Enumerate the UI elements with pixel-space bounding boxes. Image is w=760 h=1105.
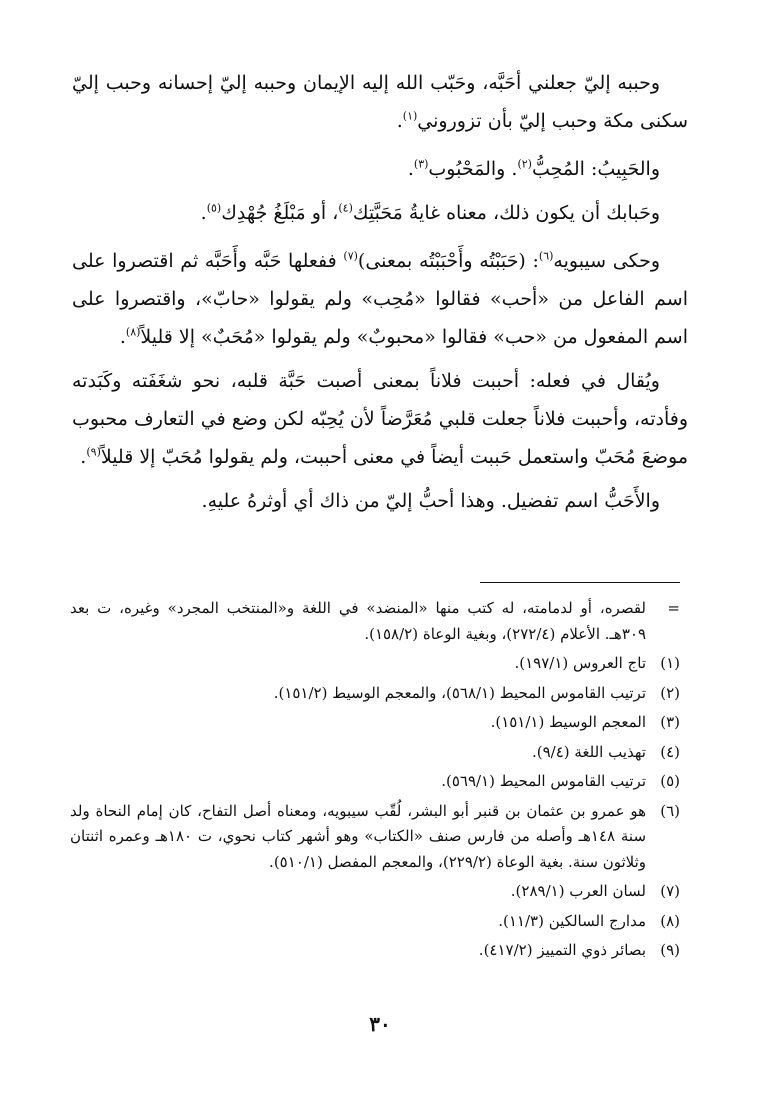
paragraph [72,150,688,188]
footnote-ref: (٦) [538,249,554,263]
text-segment: . [80,446,87,468]
text-segment: والأَحَبُّ اسم تفضيل. وهذا أحبُّ إليّ من ذاك أي أوثرهُ عليهِ. [201,490,660,512]
footnote-number: = [667,599,680,617]
footnote-ref: (١) [402,109,418,123]
paragraph [72,64,688,140]
footnote-text: تهذيب اللغة (٩/٤). [531,742,646,761]
text-segment: ، أو مَبْلَغُ جُهْدِك [221,202,339,224]
footnote-text: ترتيب القاموس المحيط (٥٦٩/١). [441,772,646,790]
footnote-text: بصائر ذوي التمييز (٤١٧/٢). [478,941,646,959]
footnote-text: تاج العروس (١٩٧/١). [514,654,646,672]
footnote-ref: (٧) [343,249,358,263]
page-number: ٣٠ [369,1012,391,1036]
footnote-text: هو عمرو بن عثمان بن قنبر أبو البشر، لُقّب سيبويه، ومعناه أصل التفاح، كان إمام النحاة ولد سنة ١٤٨هـ وأصله من فارس صنف «الكتاب» وهو أشهر كتاب نحوي، ت ١٨٠هـ وعمره اثنتان وثلاثون سنة. بغية الوعاة (٢٢٩/٢)، والمعجم المفصل (٥١٠/١). [70,801,647,871]
text-segment: ويُقال في فعله: أحببت فلاناً بمعنى أصبت حَبَّة قلبه، نحو شغَفَته وكَبَدته وفأدته، وأحببت فلاناً جعلت قلبي مُعَرَّضاً لأن يُحِبّه لكن وضع في التعارف محبوب موضعَ مُحَبّ واستعمل حَببت أيضاً في معنى أحببت، ولم يقولوا مُحَبّ إلا قليلاً [72,370,688,468]
footnote-ref: (٣) [413,157,429,171]
footnote-number: (٧) [660,882,680,900]
footnote-number: (٦) [660,801,680,820]
text-segment: . [200,202,207,224]
footnote-ref: (٨) [125,325,141,339]
text-segment: . [119,326,126,348]
footnote [70,799,680,876]
text-segment: . [407,158,414,180]
text-segment: ففعلها حَبَّه وأَحَبَّه ثم اقتصروا على اسم الفاعل من «أحب» فقالوا «مُحِب» ولم يقولوا «حابّ»، واقتصروا على اسم المفعول من «حب» فقالوا «محبوبٌ» ولم يقولوا «مُحَبٌ» إلا قليلاً [72,250,688,348]
text-segment: وحَبابك أن يكون ذلك، معناه غايةُ مَحَبَّتِك [352,202,660,224]
footnote [70,879,680,905]
footnote [70,651,680,677]
text-segment: والحَبِيبُ: المُحِبُّ [531,158,660,180]
footnote-text: مدارج السالكين (١١/٣). [498,911,646,930]
footnote-ref: (٩) [86,445,101,459]
text-segment: وحكى سيبويه [553,250,661,272]
footnote-ref: (٥) [206,201,222,215]
footnote-text: لسان العرب (٢٨٩/١). [510,882,646,900]
footnote-text: لقصره، أو لدمامته، له كتب منها «المنضد» في اللغة و«المنتخب المجرد» وغيره، ت بعد ٣٠٩هـ. الأعلام (٢٧٢/٤)، وبغية الوعاة (١٥٨/٢). [70,599,646,643]
footnote [70,740,680,766]
footnote-number: (٩) [660,941,680,959]
footnote-number: (٨) [660,911,680,930]
main-text [72,64,688,526]
footnote [70,596,680,647]
footnote-ref: (٢) [517,157,532,171]
footnote [70,769,680,795]
footnotes [70,596,680,968]
footnote-number: (٣) [660,713,680,731]
footnote-text: ترتيب القاموس المحيط (٥٦٨/١)، والمعجم الوسيط (١٥١/٢). [273,683,646,702]
footnote-number: (٢) [660,683,680,702]
footnote-separator [480,582,680,583]
footnote [70,710,680,736]
paragraph [72,362,688,476]
paragraph [72,242,688,356]
text-segment: . [396,110,403,132]
footnote-text: المعجم الوسيط (١٥١/١). [490,713,646,731]
footnote [70,909,680,935]
footnote-number: (١) [660,654,680,672]
footnote [70,681,680,707]
footnote-ref: (٤) [338,201,353,215]
paragraph [72,194,688,232]
footnote-number: (٥) [660,772,680,790]
text-segment: وحببه إليّ جعلني أحَبَّه، وحَبّب الله إليه الإيمان وحببه إليّ إحسانه وحبب إليّ سكنى مكة وحبب إليّ بأن تزوروني [72,72,688,132]
text-segment: . والمَحْبُوب [428,158,518,180]
footnote [70,938,680,964]
footnote-number: (٤) [660,742,680,761]
paragraph [72,482,688,520]
text-segment: : (حَبَبْتُه وأَحْبَبْتُه بمعنى) [357,250,539,272]
